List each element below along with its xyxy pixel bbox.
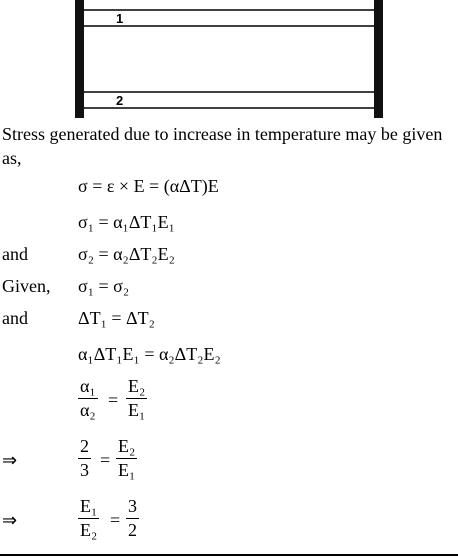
equals-sign: = (100, 450, 111, 470)
given-equation: σ₁ = σ₂ (78, 276, 130, 296)
fraction-bar (78, 458, 91, 459)
denominator: E₁ (128, 400, 146, 420)
bottom-rule (0, 554, 458, 556)
fraction-lhs (78, 496, 99, 541)
equation-row (0, 172, 458, 202)
right-support (374, 0, 383, 118)
fraction-bar (116, 458, 137, 459)
bar-1-label: 1 (116, 11, 124, 26)
numerator: E₂ (118, 436, 136, 456)
numerator: E₂ (128, 376, 146, 396)
sigma1-equation: σ₁ = α₁ΔT₁E₁ (78, 212, 175, 232)
numerator: α₁ (80, 376, 96, 396)
row-lead: and (2, 308, 28, 328)
equation-row (0, 304, 458, 334)
row-lead: Given, (2, 276, 51, 296)
equation-row (0, 240, 458, 270)
equality-equation: α₁ΔT₁E₁ = α₂ΔT₂E₂ (78, 344, 221, 364)
equation-row (0, 340, 458, 370)
stress-equation: σ = ε × E = (αΔT)E (78, 176, 219, 196)
fraction-rhs (126, 496, 139, 541)
fraction-rhs (116, 436, 137, 481)
equation-row (0, 272, 458, 302)
left-support (75, 0, 84, 118)
fraction-bar (126, 518, 139, 519)
bar-2-label: 2 (116, 93, 124, 108)
fraction-rhs (126, 376, 147, 421)
fraction-bar (126, 398, 147, 399)
equals-sign: = (110, 510, 121, 530)
denominator: 2 (128, 520, 137, 540)
equals-sign: = (108, 390, 119, 410)
numerator: E₁ (80, 496, 98, 516)
implies-arrow: ⇒ (2, 510, 18, 531)
numerator: 3 (128, 496, 137, 516)
sigma2-equation: σ₂ = α₂ΔT₂E₂ (78, 244, 175, 264)
bars-figure (0, 0, 458, 118)
denominator: 3 (80, 460, 89, 480)
fraction-lhs (78, 436, 91, 481)
numerator: 2 (80, 436, 89, 456)
implies-arrow: ⇒ (2, 450, 18, 471)
denominator: E₂ (80, 520, 98, 540)
fraction-lhs (78, 376, 98, 421)
denominator: α₂ (80, 400, 96, 420)
row-lead: and (2, 244, 28, 264)
delta-t-equation: ΔT₁ = ΔT₂ (78, 308, 155, 328)
fraction-bar (78, 518, 99, 519)
equation-row (0, 208, 458, 238)
intro-text: Stress generated due to increase in temperature may be given as, (2, 124, 443, 168)
fraction-bar (78, 398, 98, 399)
denominator: E₁ (118, 460, 136, 480)
